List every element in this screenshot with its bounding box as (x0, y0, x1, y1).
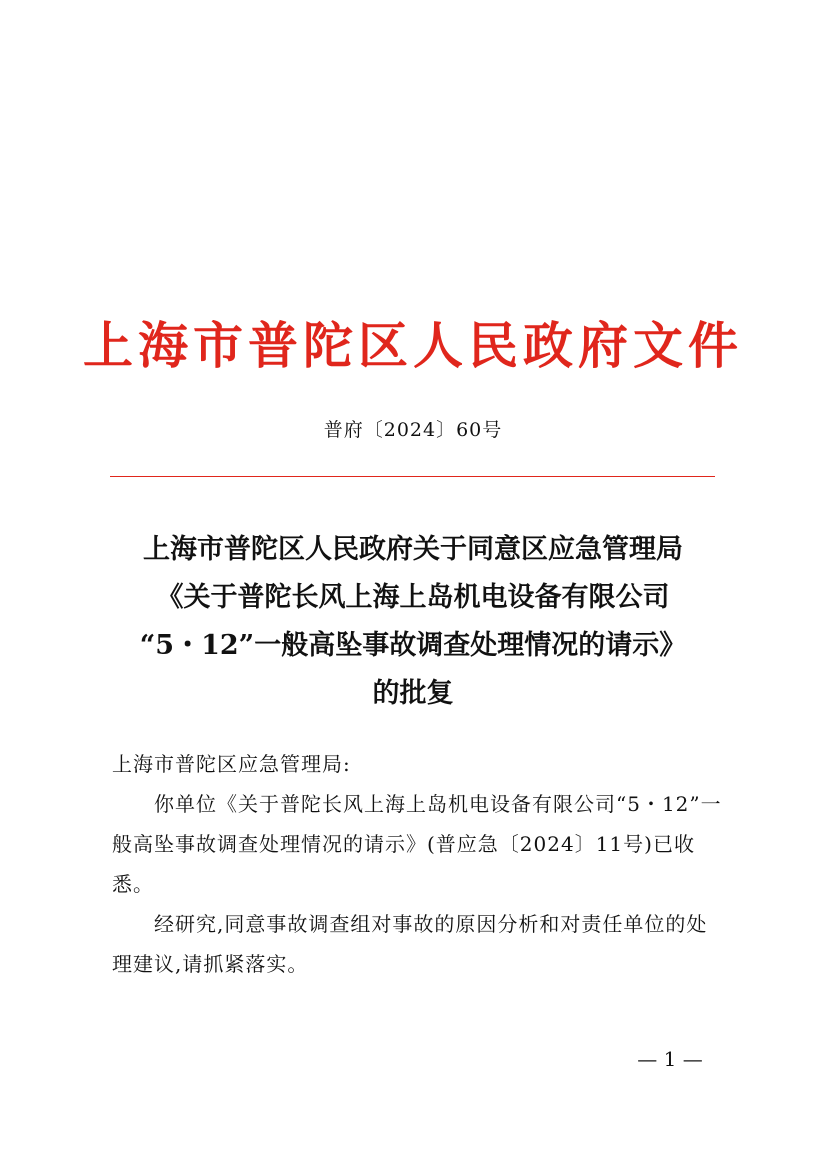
page-number: — 1 — (637, 1047, 703, 1071)
document-number: 普府〔2024〕60号 (323, 419, 503, 441)
body-paragraph: 经研究,同意事故调查组对事故的原因分析和对责任单位的处理建议,请抓紧落实。 (112, 912, 708, 976)
red-separator-line (110, 476, 715, 477)
title-line: 上海市普陀区人民政府关于同意区应急管理局 (143, 534, 683, 565)
title-line: 的批复 (372, 678, 454, 709)
document-title (90, 526, 736, 718)
issuing-authority-title: 上海市普陀区人民政府文件 (83, 316, 743, 375)
title-line: 《关于普陀长风上海上岛机电设备有限公司 (156, 582, 670, 613)
addressee: 上海市普陀区应急管理局: (112, 752, 351, 776)
document-body (112, 744, 724, 984)
body-paragraph: 你单位《关于普陀长风上海上岛机电设备有限公司“5・12”一般高坠事故调查处理情况的请示》(普应急〔2024〕11号)已收悉。 (112, 792, 722, 896)
title-line: “5・12”一般高坠事故调查处理情况的请示》 (139, 630, 687, 661)
